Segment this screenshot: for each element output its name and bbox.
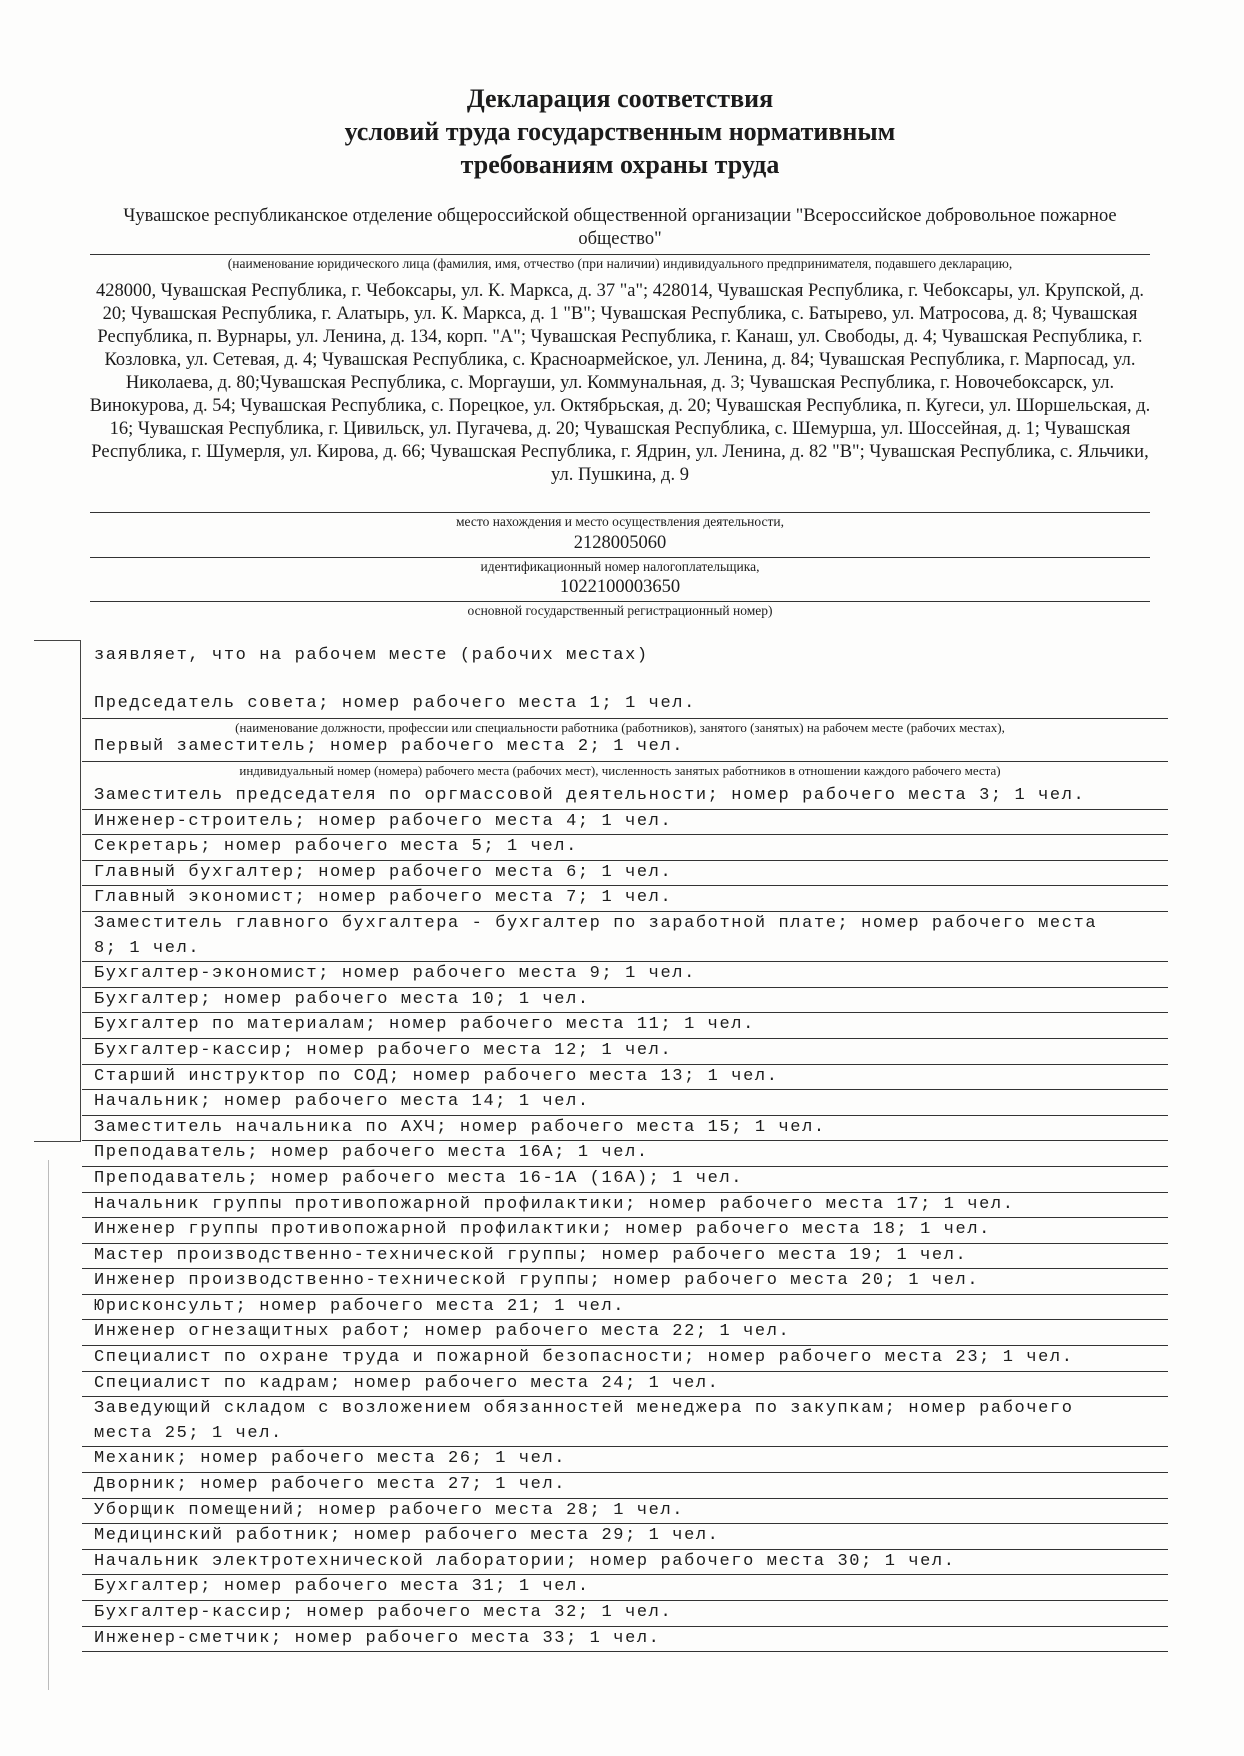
title-line-3: требованиям охраны труда	[460, 150, 780, 179]
number-note: индивидуальный номер (номера) рабочего места (рабочих мест), численность занятых работников в отношении каждого рабочего места)	[239, 763, 1001, 778]
position-row: Механик; номер рабочего места 26; 1 чел.	[82, 1447, 1168, 1473]
position-row: Преподаватель; номер рабочего места 16А; 1 чел.	[82, 1141, 1168, 1167]
inn-note: идентификационный номер налогоплательщика,	[480, 559, 760, 574]
title-line-1: Декларация соответствия	[466, 84, 774, 113]
position-row: Бухгалтер-экономист; номер рабочего места 9; 1 чел.	[82, 962, 1168, 988]
first-position: Председатель совета; номер рабочего места 1; 1 чел.	[94, 694, 696, 713]
position-row: Юрисконсульт; номер рабочего места 21; 1 чел.	[82, 1295, 1168, 1321]
position-row: Заместитель главного бухгалтера - бухгалтер по заработной плате; номер рабочего места 8; 1 чел.	[82, 912, 1168, 962]
position-row: Инженер-сметчик; номер рабочего места 33; 1 чел.	[82, 1627, 1168, 1653]
margin-line	[48, 1160, 49, 1690]
position-row: Начальник группы противопожарной профилактики; номер рабочего места 17; 1 чел.	[82, 1193, 1168, 1219]
address-underline	[90, 512, 1150, 513]
position-row: Заместитель председателя по оргмассовой деятельности; номер рабочего места 3; 1 чел.	[82, 784, 1168, 810]
position-row: Бухгалтер; номер рабочего места 10; 1 чел.	[82, 988, 1168, 1014]
ogrn-underline	[90, 601, 1150, 602]
position-row: Секретарь; номер рабочего места 5; 1 чел.	[82, 835, 1168, 861]
position-row: Главный экономист; номер рабочего места 7; 1 чел.	[82, 886, 1168, 912]
inn-underline	[90, 557, 1150, 558]
address-text: 428000, Чувашская Республика, г. Чебоксары, ул. К. Маркса, д. 37 "а"; 428014, Чувашская Республика, г. Чебоксары, ул. Крупской, д. 20; Чувашская Республика, г. Алатырь, ул. К. Маркса, д. 1 "В"; Чувашская Республика, с. Батырево, ул. Матросова, д. 8; Чувашская Республика, п. Вурнары, ул. Ленина, д. 134, корп. "А"; Чувашская Республика, г. Канаш, ул. Свободы, д. 4; Чувашская Республика, г. Козловка, ул. Сетевая, д. 4; Чувашская Республика, с. Красноармейское, ул. Ленина, д. 84; Чувашская Республика, г. Марпосад, ул. Николаева, д. 80;Чувашская Республика, с. Моргауши, ул. Коммунальная, д. 3; Чувашская Республика, г. Новочебоксарск, ул. Винокурова, д. 54; Чувашская Республика, с. Порецкое, ул. Октябрьская, д. 20; Чувашская Республика, п. Кугеси, ул. Шоршельская, д. 16; Чувашская Республика, г. Цивильск, ул. Пугачева, д. 20; Чувашская Республика, с. Шемурша, ул. Шоссейная, д. 1; Чувашская Республика, г. Шумерля, ул. Кирова, д. 66; Чувашская Республика, г. Ядрин, ул. Ленина, д. 82 "В"; Чувашская Республика, с. Яльчики, ул. Пушкина, д. 9	[89, 281, 1151, 485]
position-row: Медицинский работник; номер рабочего места 29; 1 чел.	[82, 1524, 1168, 1550]
position-row: Начальник; номер рабочего места 14; 1 чел.	[82, 1090, 1168, 1116]
position-row: Главный бухгалтер; номер рабочего места 6; 1 чел.	[82, 861, 1168, 887]
title-line-2: условий труда государственным нормативным	[344, 117, 896, 146]
organization-underline	[90, 254, 1150, 255]
position-row: Инженер группы противопожарной профилактики; номер рабочего места 18; 1 чел.	[82, 1218, 1168, 1244]
position-row: Уборщик помещений; номер рабочего места 28; 1 чел.	[82, 1499, 1168, 1525]
position-row: Заведующий складом с возложением обязанностей менеджера по закупкам; номер рабочего места 25; 1 чел.	[82, 1397, 1168, 1447]
position-row: Инженер-строитель; номер рабочего места 4; 1 чел.	[82, 810, 1168, 836]
position-row: Специалист по кадрам; номер рабочего места 24; 1 чел.	[82, 1372, 1168, 1398]
position-row: Старший инструктор по СОД; номер рабочего места 13; 1 чел.	[82, 1065, 1168, 1091]
second-position: Первый заместитель; номер рабочего места 2; 1 чел.	[94, 737, 685, 756]
address-note: место нахождения и место осуществления деятельности,	[456, 514, 784, 529]
first-position-underline	[82, 718, 1168, 719]
position-row: Преподаватель; номер рабочего места 16-1А (16А); 1 чел.	[82, 1167, 1168, 1193]
margin-bracket	[34, 640, 81, 1142]
position-row: Инженер огнезащитных работ; номер рабочего места 22; 1 чел.	[82, 1320, 1168, 1346]
declares-text: заявляет, что на рабочем месте (рабочих местах)	[94, 646, 649, 665]
position-note: (наименование должности, профессии или специальности работника (работников), занятого (занятых) на рабочем месте (рабочих местах),	[235, 720, 1005, 735]
position-row: Бухгалтер-кассир; номер рабочего места 32; 1 чел.	[82, 1601, 1168, 1627]
inn-value: 2128005060	[573, 533, 667, 553]
position-row: Бухгалтер по материалам; номер рабочего места 11; 1 чел.	[82, 1013, 1168, 1039]
position-row: Дворник; номер рабочего места 27; 1 чел.	[82, 1473, 1168, 1499]
position-row: Бухгалтер-кассир; номер рабочего места 12; 1 чел.	[82, 1039, 1168, 1065]
positions-list	[82, 784, 1168, 1652]
ogrn-value: 1022100003650	[559, 577, 681, 597]
organization-name: Чувашское республиканское отделение общероссийской общественной организации "Всероссийское добровольное пожарное общество"	[123, 206, 1117, 249]
second-position-underline	[82, 761, 1168, 762]
position-row: Заместитель начальника по АХЧ; номер рабочего места 15; 1 чел.	[82, 1116, 1168, 1142]
position-row: Инженер производственно-технической группы; номер рабочего места 20; 1 чел.	[82, 1269, 1168, 1295]
position-row: Мастер производственно-технической группы; номер рабочего места 19; 1 чел.	[82, 1244, 1168, 1270]
position-row: Начальник электротехнической лаборатории; номер рабочего места 30; 1 чел.	[82, 1550, 1168, 1576]
position-row: Бухгалтер; номер рабочего места 31; 1 чел.	[82, 1575, 1168, 1601]
position-row: Специалист по охране труда и пожарной безопасности; номер рабочего места 23; 1 чел.	[82, 1346, 1168, 1372]
document-title	[200, 82, 1040, 181]
organization-note: (наименование юридического лица (фамилия, имя, отчество (при наличии) индивидуального предпринимателя, подавшего декларацию,	[227, 256, 1013, 271]
ogrn-note: основной государственный регистрационный номер)	[467, 603, 773, 618]
